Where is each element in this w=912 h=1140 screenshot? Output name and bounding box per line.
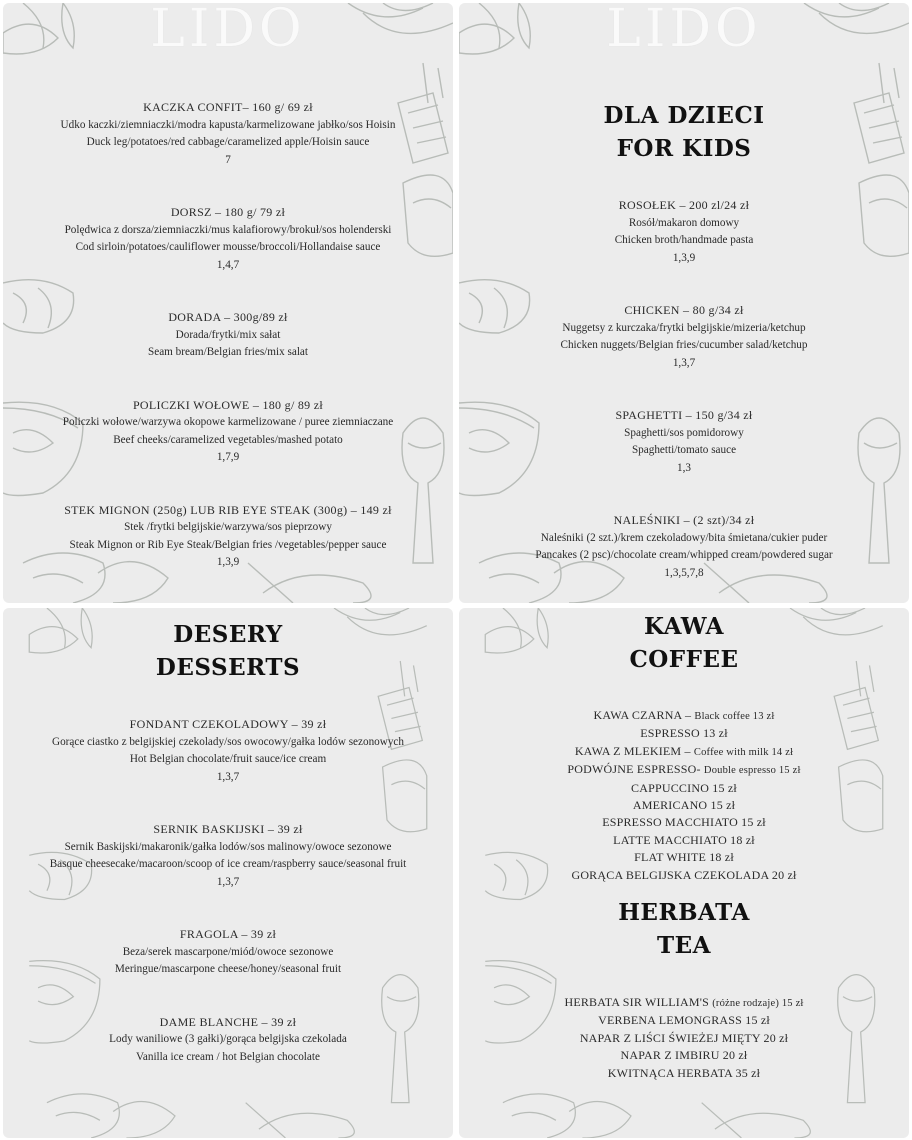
menu-item-description-pl: Lody waniliowe (3 gałki)/gorąca belgijska czekolada: [109, 1033, 347, 1045]
menu-panel-desserts: [3, 608, 453, 1138]
coffee-list: [459, 707, 909, 884]
menu-item-title: FRAGOLA – 39 zł: [179, 927, 277, 941]
menu-item-description-en: Steak Mignon or Rib Eye Steak/Belgian fries /vegetables/pepper sauce: [69, 538, 387, 551]
menu-item: [3, 204, 453, 274]
menu-item-allergens: 1,3,7: [216, 875, 240, 888]
drink-name: HERBATA SIR WILLIAM'S: [564, 995, 713, 1010]
drink-name: ESPRESSO 13 zł: [640, 726, 728, 741]
menu-item: [459, 512, 909, 582]
kids-section: [459, 99, 909, 582]
menu-item-description-en: Beef cheeks/caramelized vegetables/mashed potato: [113, 433, 343, 446]
menu-item: [3, 309, 453, 362]
menu-item-allergens: 1,3,7: [216, 770, 240, 783]
menu-panel-kids: [459, 3, 909, 603]
menu-item-allergens: 7: [225, 153, 231, 166]
menu-item-title: SPAGHETTI – 150 g/34 zł: [615, 408, 753, 422]
drink-name: ESPRESSO MACCHIATO 15 zł: [602, 815, 766, 830]
drink-item: [459, 1047, 909, 1064]
drink-item: [459, 994, 909, 1012]
menu-item-allergens: 1,3: [677, 461, 691, 474]
menu-item-allergens: 1,4,7: [216, 258, 240, 271]
menu-item-title: KACZKA CONFIT– 160 g/ 69 zł: [143, 100, 313, 114]
menu-item-description-pl: Dorada/frytki/mix sałat: [175, 328, 281, 341]
logo: LIDO: [606, 3, 762, 55]
coffee-title-en: COFFEE: [629, 646, 739, 673]
coffee-title-pl: KAWA: [644, 613, 724, 640]
section-title-en: FOR KIDS: [616, 135, 752, 162]
drink-name: AMERICANO 15 zł: [632, 798, 736, 813]
drink-item: [459, 849, 909, 866]
drink-item: [459, 1030, 909, 1047]
desserts-list: [3, 716, 453, 1066]
menu-item-title: CHICKEN – 80 g/34 zł: [624, 303, 744, 317]
section-title-pl: DESERY: [173, 621, 283, 648]
menu-item-description-en: Chicken broth/handmade pasta: [614, 234, 754, 246]
drink-item: [459, 761, 909, 779]
drink-name: PODWÓJNE ESPRESSO-: [567, 762, 704, 777]
menu-item: [3, 926, 453, 979]
menu-item-description-en: Meringue/mascarpone cheese/honey/seasonal fruit: [114, 963, 342, 975]
menu-panel-drinks: [459, 608, 909, 1138]
menu-item-description-en: Seam bream/Belgian fries/mix salat: [148, 346, 308, 358]
menu-item-description-pl: Polędwica z dorsza/ziemniaczki/mus kalafiorowy/brokuł/sos holenderski: [64, 223, 392, 236]
menu-item-description-pl: Spaghetti/sos pomidorowy: [624, 426, 744, 439]
drink-name: VERBENA LEMONGRASS 15 zł: [598, 1013, 770, 1028]
menu-item-title: STEK MIGNON (250g) LUB RIB EYE STEAK (300g) – 149 zł: [64, 502, 392, 517]
menu-item-title: DORSZ – 180 g/ 79 zł: [170, 205, 286, 219]
menu-item-title: ROSOŁEK – 200 zl/24 zł: [618, 198, 750, 212]
tea-title-pl: HERBATA: [618, 899, 750, 927]
menu-item-description-pl: Rosół/makaron domowy: [628, 216, 740, 229]
menu-item-description-en: Chicken nuggets/Belgian fries/cucumber salad/ketchup: [560, 339, 808, 351]
menu-item-description-pl: Udko kaczki/ziemniaczki/modra kapusta/karmelizowane jabłko/sos Hoisin: [60, 118, 396, 131]
menu-item-description-pl: Stek /frytki belgijskie/warzywa/sos pieprzowy: [124, 521, 332, 533]
drink-item: [459, 797, 909, 814]
menu-item-allergens: 1,3,9: [672, 251, 696, 264]
menu-item: [3, 502, 453, 572]
drink-detail: Black coffee 13 zł: [694, 711, 775, 722]
drink-item: [459, 780, 909, 797]
drink-name: LATTE MACCHIATO 18 zł: [613, 832, 755, 847]
section-title-pl: DLA DZIECI: [603, 102, 765, 129]
drink-name: KAWA CZARNA –: [593, 708, 695, 722]
menu-item-description-pl: Policzki wołowe/warzywa okopowe karmelizowane / puree ziemniaczane: [62, 416, 394, 428]
drink-item: [459, 1065, 909, 1082]
menu-item-description-en: Duck leg/potatoes/red cabbage/caramelized apple/Hoisin sauce: [86, 136, 370, 148]
drink-name: GORĄCA BELGIJSKA CZEKOLADA 20 zł: [571, 867, 797, 882]
section-title-en: DESSERTS: [155, 654, 301, 681]
drink-item: [459, 743, 909, 761]
menu-item: [3, 821, 453, 891]
menu-item: [3, 397, 453, 467]
drink-item: [459, 814, 909, 831]
menu-item-allergens: 1,3,9: [216, 556, 240, 568]
menu-panel-mains: [3, 3, 453, 603]
menu-item-title: DAME BLANCHE – 39 zł: [159, 1014, 297, 1029]
drink-name: CAPPUCCINO 15 zł: [631, 780, 737, 795]
menu-item-allergens: 1,3,7: [672, 356, 696, 369]
drink-item: [459, 707, 909, 725]
menu-item: [459, 197, 909, 267]
menu-item: [3, 99, 453, 169]
kids-list: [459, 197, 909, 582]
tea-list: [459, 994, 909, 1082]
menu-item-description-en: Basque cheesecake/macaroon/scoop of ice cream/raspberry sauce/seasonal fruit: [49, 858, 407, 870]
menu-item-title: SERNIK BASKIJSKI – 39 zł: [153, 822, 303, 836]
menu-item-description-en: Pancakes (2 psc)/chocolate cream/whipped cream/powdered sugar: [535, 549, 833, 561]
drink-detail: Double espresso 15 zł: [703, 765, 801, 777]
drink-detail: (różne rodzaje) 15 zł: [712, 998, 804, 1010]
drink-detail: Coffee with milk 14 zł: [693, 746, 794, 758]
drink-item: [459, 867, 909, 884]
menu-item-description-en: Spaghetti/tomato sauce: [631, 444, 737, 456]
menu-item: [3, 716, 453, 786]
menu-item: [459, 407, 909, 477]
menu-item-description-pl: Naleśniki (2 szt.)/krem czekoladowy/bita śmietana/cukier puder: [540, 531, 828, 544]
drink-name: NAPAR Z LIŚCI ŚWIEŻEJ MIĘTY 20 zł: [579, 1030, 789, 1045]
drink-item: [459, 725, 909, 742]
menu-item-title: POLICZKI WOŁOWE – 180 g/ 89 zł: [132, 397, 324, 412]
desserts-section: [3, 618, 453, 1066]
mains-list: [3, 99, 453, 572]
menu-item-description-en: Hot Belgian chocolate/fruit sauce/ice cream: [129, 753, 327, 765]
menu-item-allergens: 1,3,5,7,8: [664, 566, 704, 579]
menu-item-description-pl: Beza/serek mascarpone/miód/owoce sezonowe: [122, 945, 334, 958]
drink-item: [459, 832, 909, 849]
menu-item-title: NALEŚNIKI – (2 szt)/34 zł: [613, 513, 755, 527]
menu-item-description-pl: Gorące ciastko z belgijskiej czekolady/sos owocowy/gałka lodów sezonowych: [52, 735, 404, 748]
menu-item-description-pl: Nuggetsy z kurczaka/frytki belgijskie/mizeria/ketchup: [562, 321, 806, 334]
menu-item: [3, 1014, 453, 1067]
drinks-section: [459, 610, 909, 1082]
menu-item-description-en: Vanilla ice cream / hot Belgian chocolate: [136, 1050, 320, 1063]
menu-item-title: DORADA – 300g/89 zł: [168, 310, 288, 324]
menu-item-description-en: Cod sirloin/potatoes/cauliflower mousse/broccoli/Hollandaise sauce: [75, 241, 381, 253]
menu-item-title: FONDANT CZEKOLADOWY – 39 zł: [129, 717, 327, 731]
tea-title-en: TEA: [657, 932, 711, 960]
logo: LIDO: [150, 3, 306, 55]
drink-item: [459, 1012, 909, 1029]
menu-item: [459, 302, 909, 372]
drink-name: NAPAR Z IMBIRU 20 zł: [620, 1048, 748, 1063]
menu-item-description-pl: Sernik Baskijski/makaronik/gałka lodów/sos malinowy/owoce sezonowe: [64, 840, 392, 853]
menu-item-allergens: 1,7,9: [216, 451, 240, 463]
drink-name: KWITNĄCA HERBATA 35 zł: [607, 1065, 761, 1080]
drink-name: FLAT WHITE 18 zł: [634, 850, 734, 865]
drink-name: KAWA Z MLEKIEM –: [574, 743, 694, 758]
